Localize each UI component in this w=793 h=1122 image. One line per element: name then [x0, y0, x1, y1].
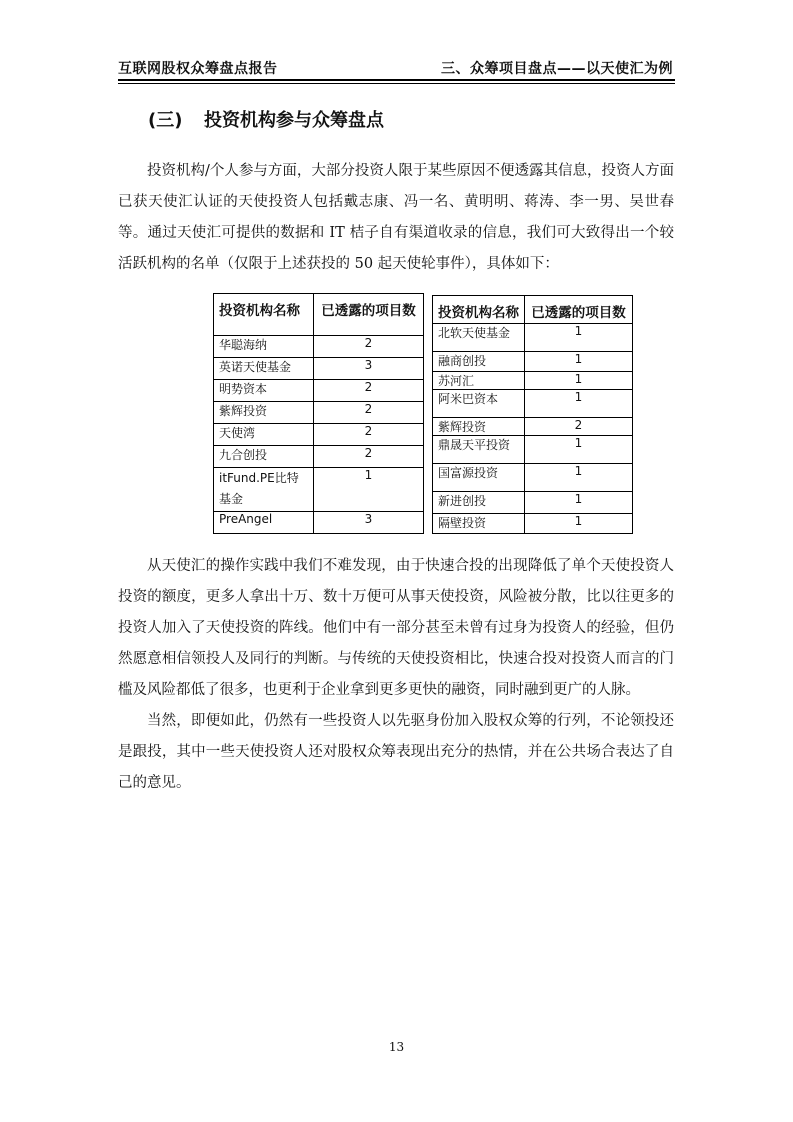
investor-name: 国富源投资 — [433, 464, 525, 492]
project-count: 1 — [525, 492, 633, 514]
table-header-name: 投资机构名称 — [214, 294, 314, 336]
project-count: 1 — [525, 324, 633, 352]
investor-name: 苏河汇 — [433, 372, 525, 390]
paragraph-conclusion: 当然，即便如此，仍然有一些投资人以先驱身份加入股权众筹的行列，不论领投还是跟投，其中一些天使投资人还对股权众筹表现出充分的热情，并在公共场合表达了自己的意见。 — [118, 713, 674, 791]
investor-name: 天使湾 — [214, 424, 314, 446]
investor-name: 隔壁投资 — [433, 514, 525, 534]
page-number: 13 — [388, 1040, 405, 1054]
investor-name: 英诺天使基金 — [214, 358, 314, 380]
table-row — [214, 424, 424, 446]
investor-name: 紫辉投资 — [433, 418, 525, 436]
table-row — [433, 352, 633, 372]
project-count: 2 — [314, 380, 424, 402]
project-count: 1 — [525, 464, 633, 492]
project-count: 2 — [314, 446, 424, 468]
table-header-count: 已透露的项目数 — [314, 294, 424, 336]
investor-name: 新进创投 — [433, 492, 525, 514]
project-count: 1 — [525, 436, 633, 464]
table-row — [433, 436, 633, 464]
page-header-title: 互联网股权众筹盘点报告 — [118, 61, 278, 77]
paragraph-analysis: 从天使汇的操作实践中我们不难发现，由于快速合投的出现降低了单个天使投资人投资的额度，更多人拿出十万、数十万便可从事天使投资，风险被分散，比以往更多的投资人加入了天使投资的阵线。他们中有一部分甚至未曾有过身为投资人的经验，但仍然愿意相信领投人及同行的判断。与传统的天使投资相比，快速合投对投资人而言的门槛及风险都低了很多，也更利于企业拿到更多更快的融资，同时融到更广的人脉。 — [118, 558, 674, 698]
investor-name: itFund.PE比特基金 — [214, 468, 314, 512]
project-count: 2 — [314, 424, 424, 446]
section-title: 投资机构参与众筹盘点 — [204, 110, 384, 131]
investor-name: 华聪海纳 — [214, 336, 314, 358]
project-count: 2 — [314, 336, 424, 358]
project-count: 1 — [525, 352, 633, 372]
investor-table-left — [213, 293, 424, 534]
table-header-name: 投资机构名称 — [433, 296, 525, 324]
table-row — [433, 372, 633, 390]
table-row — [214, 468, 424, 512]
section-number: (三) — [148, 110, 183, 131]
section-heading — [148, 106, 384, 132]
table-row — [214, 402, 424, 424]
investor-table-right — [432, 295, 633, 534]
investor-name: PreAngel — [214, 512, 314, 534]
table-row — [433, 418, 633, 436]
table-row — [433, 514, 633, 534]
project-count: 2 — [525, 418, 633, 436]
table-row — [433, 492, 633, 514]
header-rule — [118, 79, 675, 81]
table-header-count: 已透露的项目数 — [525, 296, 633, 324]
page-header-chapter: 三、众筹项目盘点——以天使汇为例 — [441, 61, 673, 77]
table-row — [214, 336, 424, 358]
investor-name: 北软天使基金 — [433, 324, 525, 352]
project-count: 3 — [314, 512, 424, 534]
table-row — [433, 390, 633, 418]
table-row — [214, 446, 424, 468]
investor-name: 融商创投 — [433, 352, 525, 372]
investor-name: 紫辉投资 — [214, 402, 314, 424]
paragraph-intro: 投资机构/个人参与方面，大部分投资人限于某些原因不便透露其信息，投资人方面已获天使汇认证的天使投资人包括戴志康、冯一名、黄明明、蒋涛、李一男、吴世春等。通过天使汇可提供的数据和 IT 桔子自有渠道收录的信息，我们可大致得出一个较活跃机构的名单（仅限于上述获投的 50 起天使轮事件），具体如下： — [118, 163, 674, 272]
investor-name: 阿米巴资本 — [433, 390, 525, 418]
project-count: 1 — [314, 468, 424, 512]
project-count: 1 — [525, 514, 633, 534]
investor-name: 明势资本 — [214, 380, 314, 402]
table-row — [214, 358, 424, 380]
table-row — [214, 512, 424, 534]
project-count: 3 — [314, 358, 424, 380]
project-count: 2 — [314, 402, 424, 424]
header-rule-thin — [118, 83, 675, 84]
investor-name: 九合创投 — [214, 446, 314, 468]
table-row — [214, 380, 424, 402]
project-count: 1 — [525, 372, 633, 390]
table-row — [433, 324, 633, 352]
table-row — [433, 464, 633, 492]
project-count: 1 — [525, 390, 633, 418]
investor-name: 鼎晟天平投资 — [433, 436, 525, 464]
